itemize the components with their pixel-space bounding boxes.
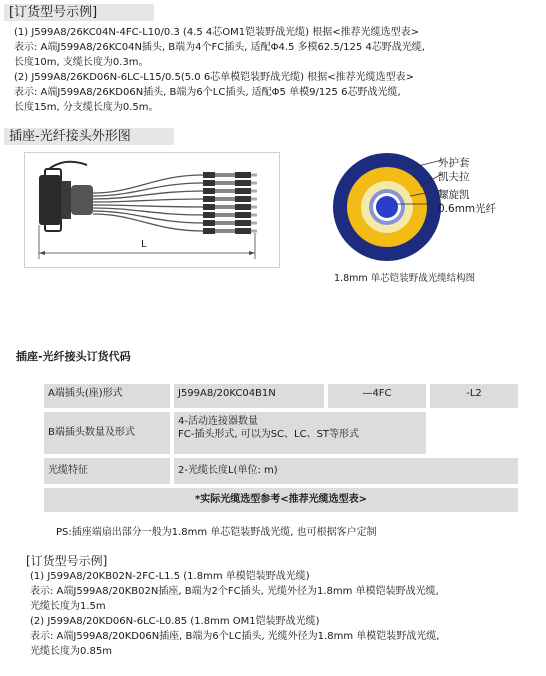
legend-spiral: 螺旋凯 (438, 189, 470, 201)
connector-drawing (25, 153, 281, 269)
example2-line: 表示: A端J599A8/20KD06N插座, B端为6个LC插头, 光缆外径为1.8mm 单模铠装野战光缆, (30, 631, 440, 642)
example1-text (14, 25, 425, 115)
example2-line: (2) J599A8/20KD06N-6LC-L0.85 (1.8mm OM1铠装野战光缆) (30, 616, 320, 627)
customization-note: PS:插座端扇出部分一般为1.8mm 单芯铠装野战光缆, 也可根据客户定制 (56, 527, 377, 538)
example2-line: 光缆长度为1.5m (30, 601, 106, 612)
example1-line: 长度15m, 分支缆长度为0.5m。 (14, 102, 159, 113)
connector-shell (39, 175, 61, 225)
cable-cross-section (332, 152, 442, 262)
example1-line: 表示: A端J599A8/26KC04N插头, B端为4个FC插头, 适配Φ4.5 多模62.5/125 4芯野战光缆, (14, 42, 425, 53)
row-label-a-end: A端插头(座)形式 (44, 384, 170, 408)
order-code-title: 插座-光纤接头订货代码 (16, 350, 131, 363)
example2-text (30, 569, 439, 659)
example1-line: 表示: A端J599A8/26KD06N插头, B端为6个LC插头, 适配Φ5 单模9/125 6芯野战光缆, (14, 87, 401, 98)
order-code-table (44, 384, 518, 514)
example2-title: [订货型号示例] (26, 554, 108, 568)
row-value-a-end: J599A8/20KC04B1N (174, 384, 324, 408)
code-segment-plug: —4FC (328, 384, 426, 408)
example2-line: 表示: A端J599A8/20KB02N插座, B端为2个FC插头, 光缆外径为1.8mm 单模铠装野战光缆, (30, 586, 439, 597)
row-label-b-end: B端插头数量及形式 (44, 412, 170, 454)
row-value-cable: 2-光缆长度L(单位: m) (174, 458, 518, 484)
example2-line: 光缆长度为0.85m (30, 646, 113, 657)
row-label-cable: 光缆特征 (44, 458, 170, 484)
fiber-core (376, 196, 398, 218)
figure-section-title: 插座-光纤接头外形图 (4, 128, 174, 145)
code-segment-length: -L2 (430, 384, 518, 408)
legend-kevlar: 凯夫拉 (438, 171, 470, 183)
example1-line: (1) J599A8/26KC04N-4FC-L10/0.3 (4.5 4芯OM1铠装野战光缆) 根据<推荐光缆选型表> (14, 27, 419, 38)
cable-reference-note: *实际光缆选型参考<推荐光缆选型表> (44, 488, 518, 512)
connector-drawing-frame (24, 152, 280, 268)
length-dimension-label: L (141, 239, 147, 250)
example1-line: 长度10m, 支缆长度为0.3m。 (14, 57, 149, 68)
row-value-b-end (174, 412, 426, 454)
example1-line: (2) J599A8/26KD06N-6LC-L15/0.5(5.0 6芯单模铠装野战光缆) 根据<推荐光缆选型表> (14, 72, 415, 83)
example1-title: [订货型号示例] (4, 4, 154, 21)
cable-legend (438, 155, 496, 215)
legend-outer-sheath: 外护套 (438, 157, 470, 169)
b-end-type-desc: FC-插头形式, 可以为SC、LC、ST等形式 (178, 429, 360, 440)
b-end-count-desc: 4-活动连接器数量 (178, 416, 258, 427)
legend-fiber: 0.6mm光纤 (438, 203, 497, 215)
cable-caption: 1.8mm 单芯铠装野战光缆结构图 (334, 273, 476, 284)
example2-line: (1) J599A8/20KB02N-2FC-L1.5 (1.8mm 单模铠装野战光缆) (30, 571, 310, 582)
